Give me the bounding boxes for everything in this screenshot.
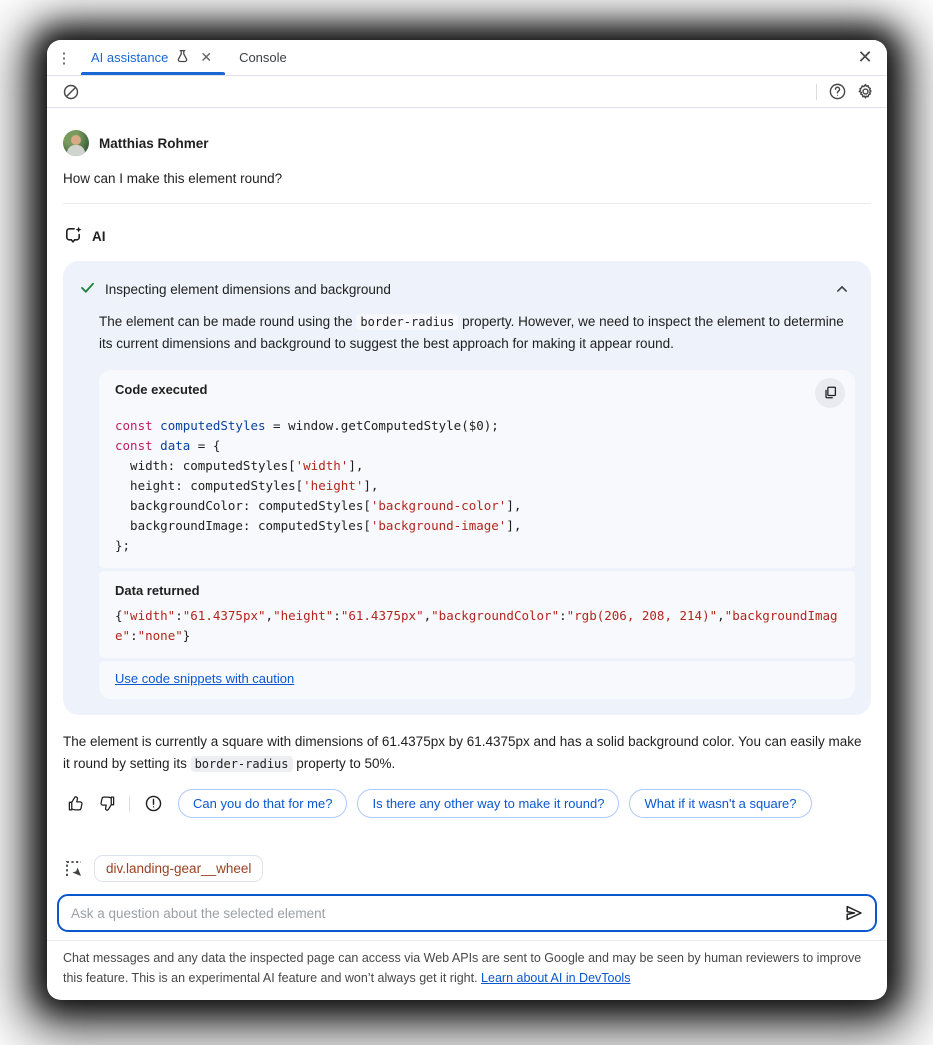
toolbar-divider (816, 84, 817, 100)
ai-answer (63, 731, 871, 777)
ai-message-header (63, 225, 871, 248)
disclaimer-text: Chat messages and any data the inspected page can access via Web APIs are sent to Google and may be seen by human reviewers to improve this feature. This is an experimental AI feature and won’t always get it right. (63, 951, 862, 985)
selected-element-chip[interactable]: div.landing-gear__wheel (94, 855, 263, 882)
toolbar (47, 76, 887, 108)
code-caution-link[interactable]: Use code snippets with caution (115, 670, 295, 686)
code-executed-card (99, 370, 855, 568)
message-divider (63, 203, 871, 204)
user-message-header (63, 130, 871, 156)
step-paragraph-text-after: property. However, we need to inspect the element to determine its current dimensions and background to suggest the best approach for making it appear round. (99, 314, 844, 352)
help-icon[interactable] (823, 79, 851, 105)
bottom-area (47, 843, 887, 1000)
thumbs-down-icon[interactable] (93, 791, 119, 817)
input-row (47, 892, 887, 940)
send-icon[interactable] (841, 900, 867, 926)
suggestion-chip-3[interactable]: What if it wasn't a square? (629, 789, 811, 818)
feedback-row (63, 789, 871, 818)
tab-bar (47, 40, 887, 76)
code-card-group (99, 370, 855, 699)
ai-step-panel (63, 261, 871, 715)
step-title: Inspecting element dimensions and background (105, 281, 391, 297)
tab-console-label: Console (239, 50, 287, 65)
inspect-element-icon[interactable] (63, 858, 85, 880)
ask-question-input[interactable] (71, 906, 835, 921)
learn-about-ai-link[interactable]: Learn about AI in DevTools (481, 970, 631, 985)
check-icon (79, 279, 96, 299)
suggestion-chip-2[interactable]: Is there any other way to make it round? (357, 789, 619, 818)
thumbs-up-icon[interactable] (63, 791, 89, 817)
tabbar-spacer (301, 40, 843, 75)
flask-icon (175, 49, 190, 67)
suggestion-chips (178, 789, 871, 818)
step-paragraph (99, 311, 855, 356)
ai-label: AI (92, 229, 106, 244)
ask-input-container (57, 894, 877, 932)
step-header[interactable] (79, 276, 855, 302)
inline-code-border-radius-2: border-radius (191, 756, 293, 772)
selected-element-row (47, 843, 887, 892)
chevron-up-icon[interactable] (829, 276, 855, 302)
ai-sparkle-bubble-icon (63, 225, 83, 248)
code-executed-block: const computedStyles = window.getComputedStyle($0); const data = { width: computedStyles['width'], height: computedStyles['height'], backgroundColor: computedStyles['background-color'], backgroundImage: computedStyles['background-image'], }; (115, 417, 522, 553)
settings-gear-icon[interactable] (851, 79, 879, 105)
code-executed-title: Code executed (115, 381, 208, 397)
user-question: How can I make this element round? (63, 171, 283, 186)
caution-card (99, 661, 855, 699)
copy-code-icon[interactable] (815, 378, 845, 408)
tab-ai-assistance-label: AI assistance (91, 50, 169, 65)
tab-console[interactable] (225, 40, 301, 75)
tab-close-icon[interactable]: ✕ (200, 49, 213, 65)
feedback-divider (129, 796, 130, 812)
inline-code-border-radius: border-radius (356, 314, 458, 330)
ai-answer-text-after: property to 50%. (292, 756, 396, 772)
report-icon[interactable] (140, 791, 166, 817)
avatar (63, 130, 89, 156)
devtools-ai-panel-window (47, 40, 887, 1000)
user-name: Matthias Rohmer (99, 135, 209, 151)
feedback-icons (63, 791, 166, 817)
clear-chat-icon[interactable] (57, 79, 85, 105)
data-returned-block: {"width":"61.4375px","height":"61.4375px","backgroundColor":"rgb(206, 208, 214)","backgroundImage":"none"} (115, 607, 838, 643)
step-paragraph-text: The element can be made round using the (99, 314, 357, 329)
data-returned-title: Data returned (115, 582, 200, 598)
suggestion-chip-1[interactable]: Can you do that for me? (178, 789, 347, 818)
step-body (99, 311, 855, 699)
ai-answer-text: The element is currently a square with dimensions of 61.4375px by 61.4375px and has a solid background color. You can easily make it round by setting its (63, 733, 862, 772)
disclaimer (47, 940, 887, 1000)
tab-ai-assistance[interactable] (81, 40, 225, 75)
kebab-menu-icon[interactable]: ⋮ (56, 49, 72, 67)
close-panel-icon[interactable]: ✕ (857, 47, 873, 67)
data-returned-card (99, 571, 855, 658)
chat-area (47, 108, 887, 843)
